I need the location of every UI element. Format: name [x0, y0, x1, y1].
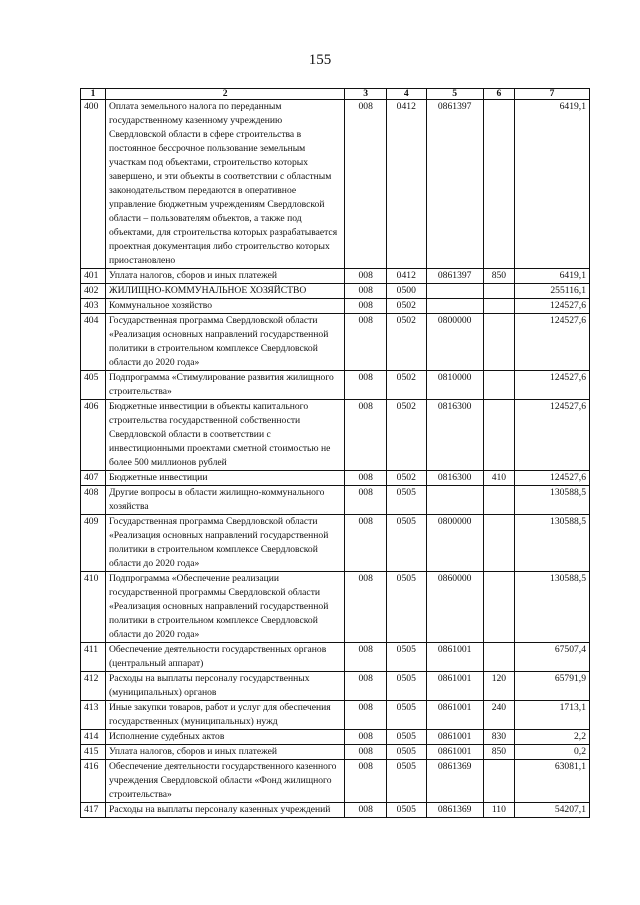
row-amount: 1713,1 — [515, 701, 590, 730]
row-amount: 6419,1 — [515, 100, 590, 269]
header-col-3: 3 — [345, 89, 387, 100]
row-target-code — [426, 299, 483, 314]
header-col-7: 7 — [515, 89, 590, 100]
header-col-6: 6 — [483, 89, 514, 100]
row-ministry-code: 008 — [345, 515, 387, 572]
row-number: 402 — [81, 284, 106, 299]
row-name: Исполнение судебных актов — [105, 730, 344, 745]
row-amount: 255116,1 — [515, 284, 590, 299]
row-section-code: 0505 — [387, 672, 427, 701]
row-ministry-code: 008 — [345, 745, 387, 760]
row-amount: 124527,6 — [515, 371, 590, 400]
row-amount: 2,2 — [515, 730, 590, 745]
row-name: Государственная программа Свердловской области «Реализация основных направлений государственной политики в строительном комплексе Свердловской области до 2020 года» — [105, 314, 344, 371]
table-row — [81, 100, 590, 269]
row-section-code: 0505 — [387, 515, 427, 572]
row-number: 404 — [81, 314, 106, 371]
row-target-code: 0816300 — [426, 400, 483, 471]
table-row — [81, 314, 590, 371]
row-section-code: 0505 — [387, 730, 427, 745]
row-ministry-code: 008 — [345, 572, 387, 643]
row-expense-type: 240 — [483, 701, 514, 730]
row-ministry-code: 008 — [345, 299, 387, 314]
row-target-code: 0861369 — [426, 803, 483, 818]
row-target-code: 0861001 — [426, 643, 483, 672]
row-ministry-code: 008 — [345, 760, 387, 803]
row-expense-type: 410 — [483, 471, 514, 486]
row-name: Подпрограмма «Обеспечение реализации государственной программы Свердловской области «Реализация основных направлений государственной политики в строительном комплексе Свердловской области до 2020 года» — [105, 572, 344, 643]
row-target-code: 0816300 — [426, 471, 483, 486]
row-number: 409 — [81, 515, 106, 572]
row-name: Уплата налогов, сборов и иных платежей — [105, 745, 344, 760]
row-expense-type — [483, 486, 514, 515]
row-name: Обеспечение деятельности государственного казенного учреждения Свердловской области «Фонд жилищного строительства» — [105, 760, 344, 803]
table-header-row — [81, 89, 590, 100]
row-amount: 130588,5 — [515, 572, 590, 643]
row-target-code: 0800000 — [426, 515, 483, 572]
row-ministry-code: 008 — [345, 314, 387, 371]
row-expense-type: 110 — [483, 803, 514, 818]
row-name: Коммунальное хозяйство — [105, 299, 344, 314]
row-number: 408 — [81, 486, 106, 515]
row-target-code — [426, 486, 483, 515]
row-expense-type: 850 — [483, 269, 514, 284]
row-ministry-code: 008 — [345, 803, 387, 818]
row-number: 405 — [81, 371, 106, 400]
row-name: ЖИЛИЩНО-КОММУНАЛЬНОЕ ХОЗЯЙСТВО — [105, 284, 344, 299]
table-row — [81, 572, 590, 643]
row-target-code: 0861001 — [426, 730, 483, 745]
row-number: 407 — [81, 471, 106, 486]
page-number: 155 — [308, 52, 332, 68]
row-amount: 67507,4 — [515, 643, 590, 672]
row-number: 412 — [81, 672, 106, 701]
row-section-code: 0502 — [387, 400, 427, 471]
table-row — [81, 701, 590, 730]
row-amount: 65791,9 — [515, 672, 590, 701]
row-target-code: 0800000 — [426, 314, 483, 371]
row-name: Бюджетные инвестиции — [105, 471, 344, 486]
row-target-code: 0860000 — [426, 572, 483, 643]
table-row — [81, 672, 590, 701]
row-target-code: 0861397 — [426, 269, 483, 284]
header-col-4: 4 — [387, 89, 427, 100]
row-name: Бюджетные инвестиции в объекты капитального строительства государственной собственности Свердловской области в соответствии с инвестиционными проектами сметной стоимостью не более 500 миллионов рублей — [105, 400, 344, 471]
row-section-code: 0505 — [387, 760, 427, 803]
row-name: Подпрограмма «Стимулирование развития жилищного строительства» — [105, 371, 344, 400]
row-amount: 124527,6 — [515, 471, 590, 486]
row-expense-type — [483, 400, 514, 471]
row-ministry-code: 008 — [345, 371, 387, 400]
row-number: 410 — [81, 572, 106, 643]
row-number: 417 — [81, 803, 106, 818]
row-name: Расходы на выплаты персоналу казенных учреждений — [105, 803, 344, 818]
row-ministry-code: 008 — [345, 269, 387, 284]
row-name: Обеспечение деятельности государственных органов (центральный аппарат) — [105, 643, 344, 672]
row-name: Расходы на выплаты персоналу государственных (муниципальных) органов — [105, 672, 344, 701]
row-expense-type: 850 — [483, 745, 514, 760]
row-target-code: 0861369 — [426, 760, 483, 803]
table-row — [81, 803, 590, 818]
row-amount: 124527,6 — [515, 400, 590, 471]
row-number: 411 — [81, 643, 106, 672]
table-row — [81, 269, 590, 284]
header-col-1: 1 — [81, 89, 106, 100]
row-number: 406 — [81, 400, 106, 471]
table-row — [81, 284, 590, 299]
row-section-code: 0505 — [387, 803, 427, 818]
row-target-code: 0810000 — [426, 371, 483, 400]
row-target-code: 0861001 — [426, 701, 483, 730]
row-target-code: 0861001 — [426, 672, 483, 701]
table-body — [81, 100, 590, 818]
row-section-code: 0502 — [387, 299, 427, 314]
row-expense-type — [483, 572, 514, 643]
row-expense-type: 120 — [483, 672, 514, 701]
row-expense-type — [483, 371, 514, 400]
row-section-code: 0505 — [387, 701, 427, 730]
row-ministry-code: 008 — [345, 100, 387, 269]
row-expense-type — [483, 643, 514, 672]
row-section-code: 0505 — [387, 745, 427, 760]
row-amount: 124527,6 — [515, 314, 590, 371]
row-name: Другие вопросы в области жилищно-коммунального хозяйства — [105, 486, 344, 515]
table-row — [81, 400, 590, 471]
row-expense-type — [483, 515, 514, 572]
row-ministry-code: 008 — [345, 400, 387, 471]
table-row — [81, 371, 590, 400]
row-number: 401 — [81, 269, 106, 284]
row-ministry-code: 008 — [345, 672, 387, 701]
row-ministry-code: 008 — [345, 471, 387, 486]
table-row — [81, 471, 590, 486]
table-row — [81, 643, 590, 672]
row-amount: 63081,1 — [515, 760, 590, 803]
row-expense-type: 830 — [483, 730, 514, 745]
row-number: 414 — [81, 730, 106, 745]
row-ministry-code: 008 — [345, 284, 387, 299]
row-number: 416 — [81, 760, 106, 803]
table-row — [81, 745, 590, 760]
row-expense-type — [483, 100, 514, 269]
row-expense-type — [483, 314, 514, 371]
row-target-code: 0861397 — [426, 100, 483, 269]
row-amount: 6419,1 — [515, 269, 590, 284]
row-amount: 130588,5 — [515, 515, 590, 572]
header-col-5: 5 — [426, 89, 483, 100]
row-ministry-code: 008 — [345, 643, 387, 672]
row-amount: 54207,1 — [515, 803, 590, 818]
row-amount: 0,2 — [515, 745, 590, 760]
row-ministry-code: 008 — [345, 486, 387, 515]
row-section-code: 0502 — [387, 314, 427, 371]
row-section-code: 0412 — [387, 269, 427, 284]
row-number: 413 — [81, 701, 106, 730]
row-expense-type — [483, 284, 514, 299]
row-number: 415 — [81, 745, 106, 760]
row-name: Иные закупки товаров, работ и услуг для обеспечения государственных (муниципальных) нужд — [105, 701, 344, 730]
row-section-code: 0502 — [387, 471, 427, 486]
header-col-2: 2 — [105, 89, 344, 100]
row-section-code: 0500 — [387, 284, 427, 299]
row-section-code: 0505 — [387, 572, 427, 643]
row-ministry-code: 008 — [345, 701, 387, 730]
table-row — [81, 515, 590, 572]
row-name: Государственная программа Свердловской области «Реализация основных направлений государственной политики в строительном комплексе Свердловской области до 2020 года» — [105, 515, 344, 572]
row-expense-type — [483, 760, 514, 803]
row-number: 400 — [81, 100, 106, 269]
row-section-code: 0412 — [387, 100, 427, 269]
row-section-code: 0505 — [387, 486, 427, 515]
table-row — [81, 760, 590, 803]
row-ministry-code: 008 — [345, 730, 387, 745]
row-number: 403 — [81, 299, 106, 314]
row-name: Уплата налогов, сборов и иных платежей — [105, 269, 344, 284]
row-name: Оплата земельного налога по переданным государственному казенному учреждению Свердловской области в сфере строительства в постоянное бессрочное пользование земельным участкам под объектами, строительство которых завершено, и эти объекты в соответствии с областным законодательством передаются в оперативное управление бюджетным учреждениям Свердловской области – пользователям объектов, а также под объектами, для строительства которых разрабатывается проектная документация либо строительство которых приостановлено — [105, 100, 344, 269]
row-amount: 124527,6 — [515, 299, 590, 314]
table-row — [81, 299, 590, 314]
table-row — [81, 730, 590, 745]
row-target-code — [426, 284, 483, 299]
row-target-code: 0861001 — [426, 745, 483, 760]
row-expense-type — [483, 299, 514, 314]
row-amount: 130588,5 — [515, 486, 590, 515]
table-row — [81, 486, 590, 515]
budget-table — [80, 88, 590, 818]
row-section-code: 0502 — [387, 371, 427, 400]
row-section-code: 0505 — [387, 643, 427, 672]
